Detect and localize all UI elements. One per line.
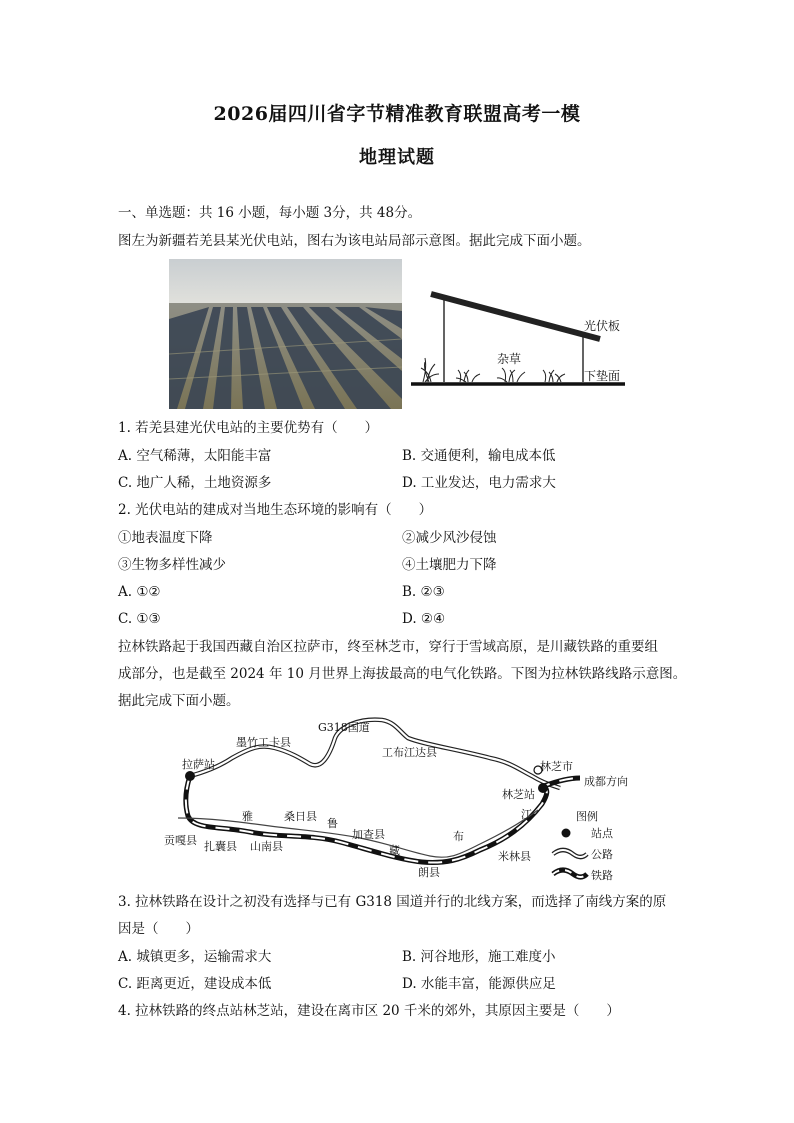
ground-label: 下垫面 [584,369,621,383]
legend-station-icon [562,829,571,838]
map-legend [553,809,614,882]
q2-stem: 2. 光伏电站的建成对当地生态环境的影响有（ ） [118,502,433,518]
label-shannan: 山南县 [250,840,283,853]
q2-statement-4: ④土壤肥力下降 [402,557,497,573]
label-mozhu: 墨竹工卡县 [236,736,291,749]
q3-option-d[interactable]: D. 水能丰富，能源供应足 [402,976,556,992]
q2-statement-1: ①地表温度下降 [118,530,213,546]
group2-intro-line3: 据此完成下面小题。 [118,693,240,709]
pv-panel-diagram [405,284,635,394]
q2-statement-2: ②减少风沙侵蚀 [402,530,497,546]
pv-panel-bar [431,294,600,339]
section-heading: 一、单选题：共 16 小题，每小题 3分，共 48分。 [118,205,422,221]
q1-option-b[interactable]: B. 交通便利，输电成本低 [402,448,556,464]
label-linzhi-city: 林芝市 [540,760,573,773]
legend-title: 图例 [576,810,598,823]
q3-option-c[interactable]: C. 距离更近，建设成本低 [118,976,272,992]
q1-stem: 1. 若羌县建光伏电站的主要优势有（ ） [118,420,379,436]
group2-intro-line1: 拉林铁路起于我国西藏自治区拉萨市，终至林芝市，穿行于雪域高原，是川藏铁路的重要组 [118,639,658,655]
q3-option-b[interactable]: B. 河谷地形，施工难度小 [402,949,556,965]
label-river-3: 藏 [389,844,400,857]
label-river-4: 布 [453,830,464,843]
page-subtitle: 地理试题 [359,147,435,168]
q2-option-b[interactable]: B. ②③ [402,584,445,600]
q2-option-a[interactable]: A. ①② [118,584,161,600]
label-linzhi-station: 林芝站 [502,788,535,801]
legend-road-label: 公路 [591,848,613,861]
label-langxian: 朗县 [418,866,440,879]
page-title: 2026届四川省字节精准教育联盟高考一模 [213,103,581,125]
group1-intro: 图左为新疆若羌县某光伏电站，图右为该电站局部示意图。据此完成下面小题。 [118,233,591,249]
label-chengdu: 成都方向 [584,775,628,788]
legend-station-label: 站点 [591,827,613,840]
g318-highway [190,720,560,788]
label-milin: 米林县 [498,850,531,863]
group2-intro-line2: 成部分，也是截至 2024 年 10 月世界上海拔最高的电气化铁路。下图为拉林铁路线路示意图。 [118,666,687,682]
q1-option-a[interactable]: A. 空气稀薄，太阳能丰富 [118,448,272,464]
solar-farm-photo [169,259,402,409]
label-river-2: 鲁 [327,817,338,830]
label-gongga: 贡嘎县 [164,834,197,847]
q4-stem: 4. 拉林铁路的终点站林芝站，建设在离市区 20 千米的郊外，其原因主要是（ ） [118,1003,620,1019]
linzhi-station-dot [538,783,548,793]
q1-option-c[interactable]: C. 地广人稀，土地资源多 [118,475,272,491]
q3-option-a[interactable]: A. 城镇更多，运输需求大 [118,949,272,965]
label-jiacha: 加查县 [352,828,385,841]
q2-option-d[interactable]: D. ②④ [402,611,446,627]
label-river-1: 雅 [242,810,253,823]
q3-stem-line2: 因是（ ） [118,921,199,937]
lalin-railway-map [160,714,650,884]
label-lasa-station: 拉萨站 [182,758,215,771]
weeds-label: 杂草 [497,352,522,366]
label-sangri: 桑日县 [284,810,317,823]
label-gongbu: 工布江达县 [382,746,437,759]
legend-rail-label: 铁路 [591,869,613,882]
q1-option-d[interactable]: D. 工业发达，电力需求大 [402,475,556,491]
label-g318: G318国道 [318,721,370,734]
weeds-icon [421,358,565,382]
q2-option-c[interactable]: C. ①③ [118,611,161,627]
q2-statement-3: ③生物多样性减少 [118,557,226,573]
label-river-5: 江 [521,808,532,821]
q3-stem-line1: 3. 拉林铁路在设计之初没有选择与已有 G318 国道并行的北线方案，而选择了南线方案的原 [118,894,667,910]
lasa-station-dot [185,771,195,781]
label-zhanang: 扎囊县 [204,840,237,853]
panel-label: 光伏板 [584,319,621,333]
